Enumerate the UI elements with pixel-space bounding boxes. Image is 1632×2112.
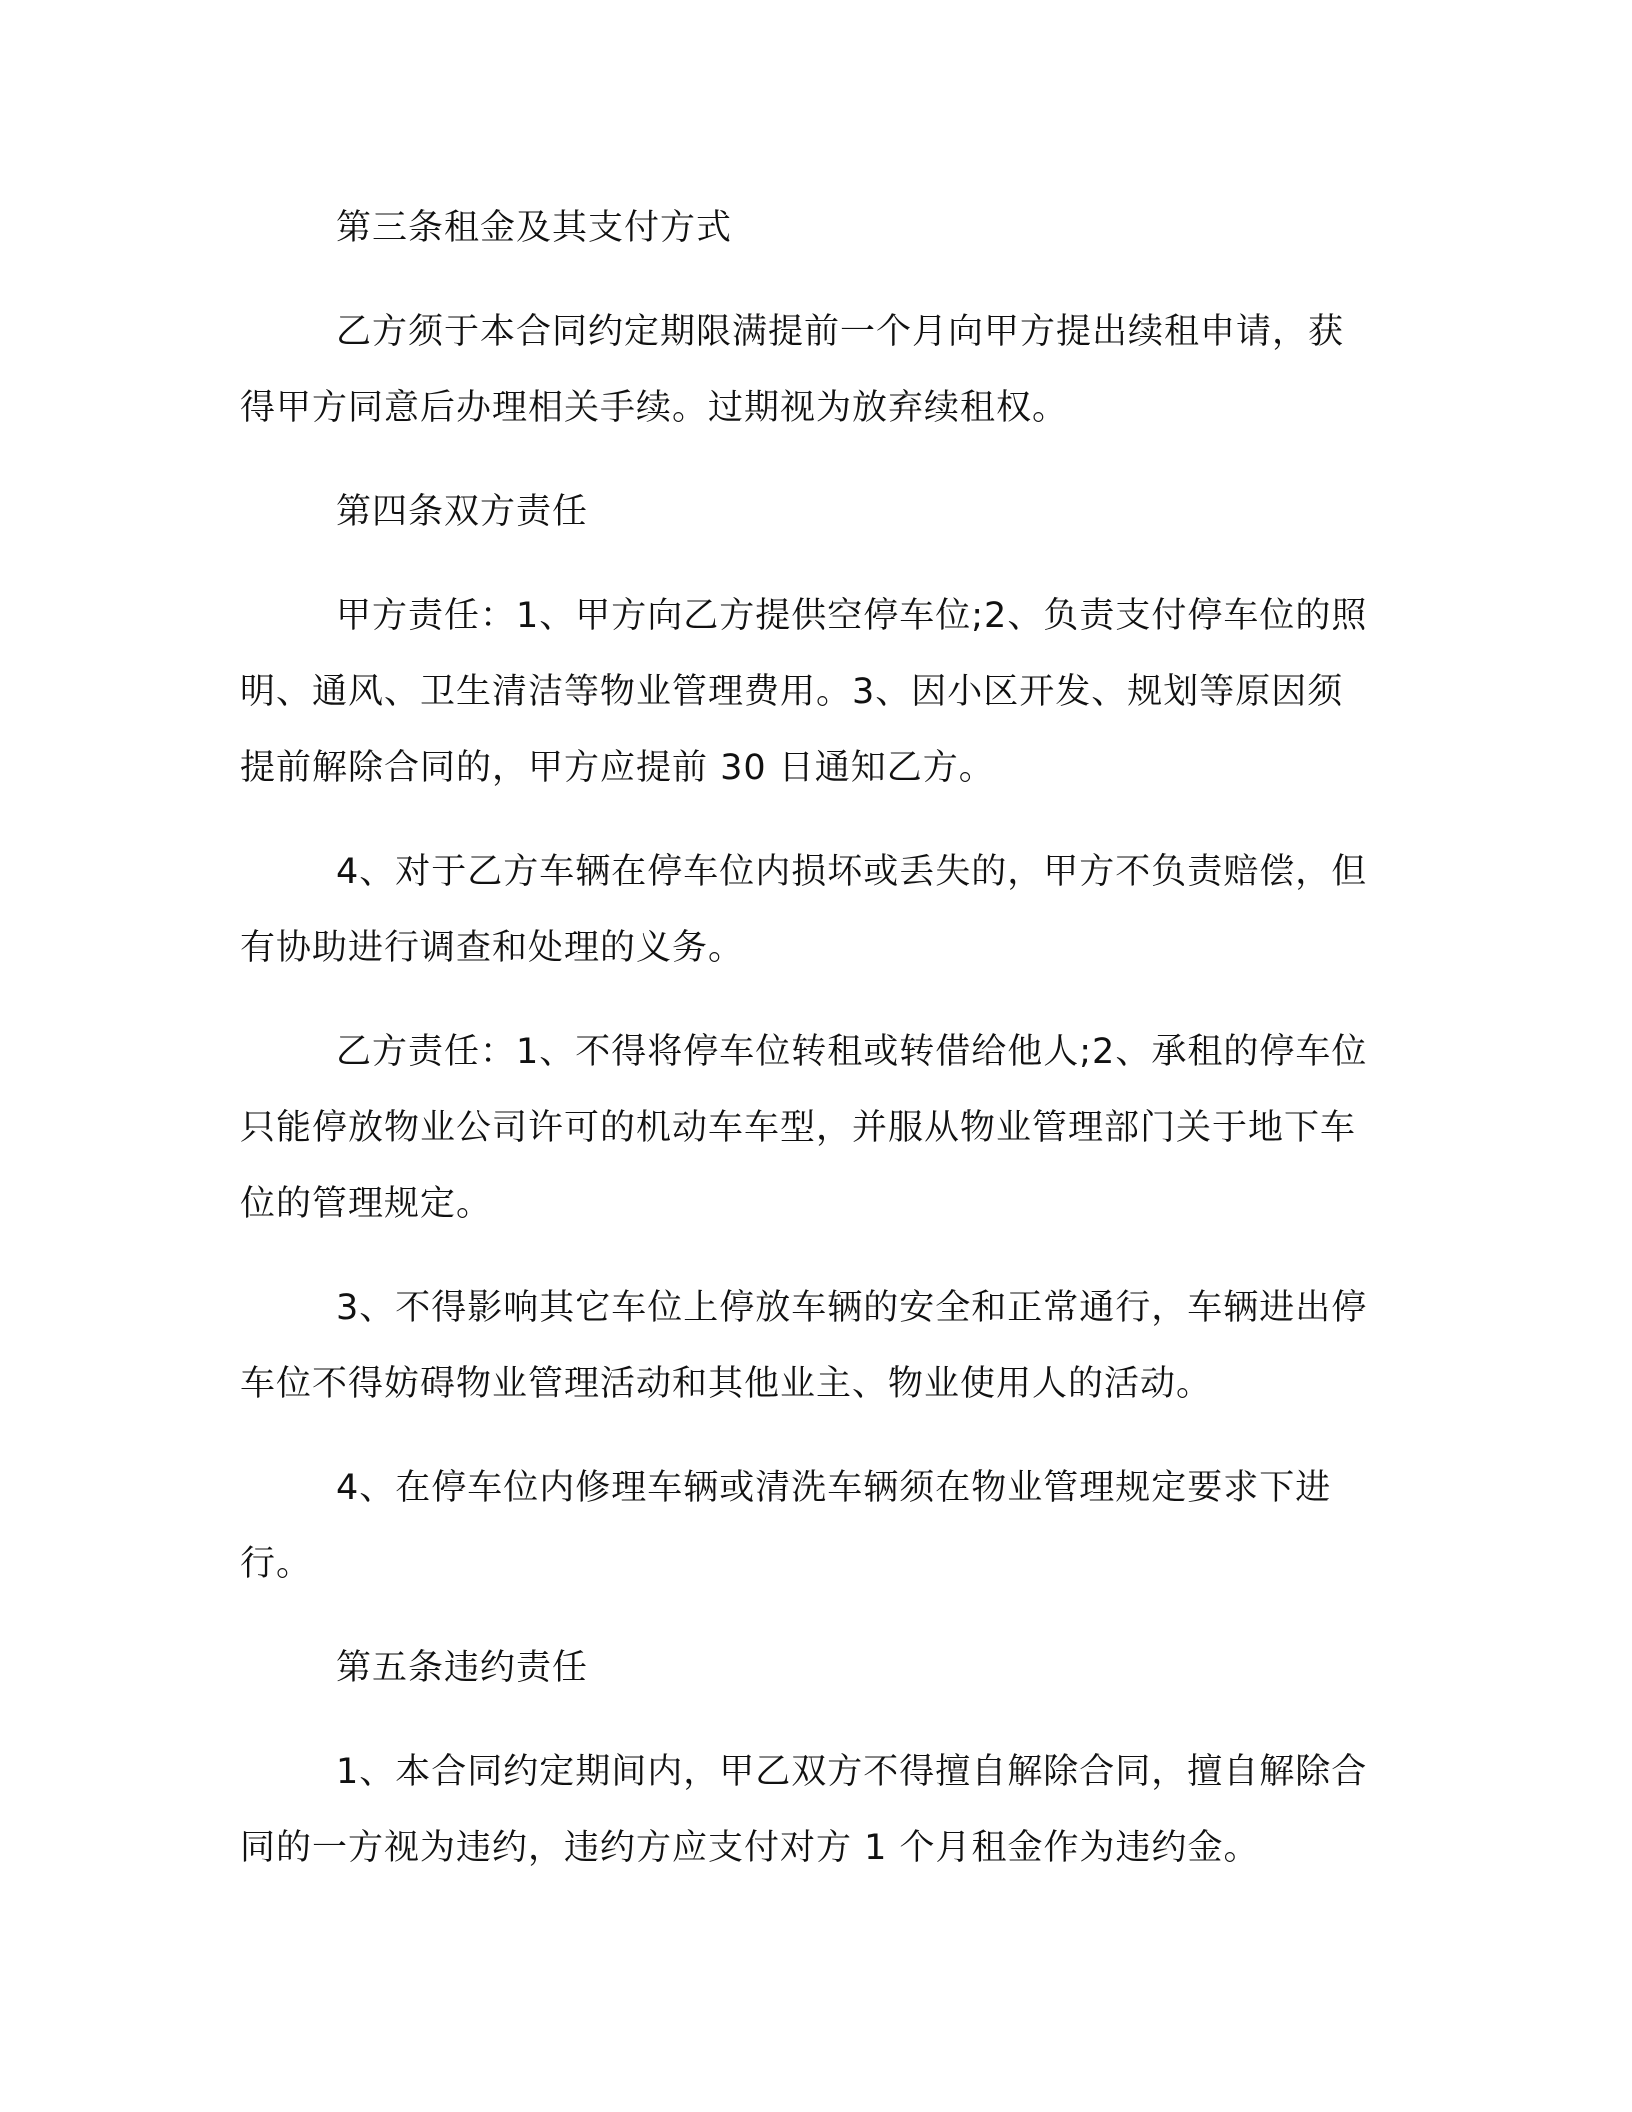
paragraph-party-b-duty-3: 3、不得影响其它车位上停放车辆的安全和正常通行，车辆进出停车位不得妨碍物业管理活动和其他业主、物业使用人的活动。: [240, 1288, 1368, 1404]
paragraph-renewal: 乙方须于本合同约定期限满提前一个月向甲方提出续租申请，获得甲方同意后办理相关手续。过期视为放弃续租权。: [240, 312, 1345, 428]
paragraph-party-b-duty-4: 4、在停车位内修理车辆或清洗车辆须在物业管理规定要求下进行。: [240, 1468, 1332, 1584]
section-heading-article-5: 第五条违约责任: [336, 1648, 589, 1688]
paragraph-party-b-duties: 乙方责任：1、不得将停车位转租或转借给他人;2、承租的停车位只能停放物业公司许可的机动车车型，并服从物业管理部门关于地下车位的管理规定。: [240, 1032, 1368, 1224]
paragraph-breach-1: 1、本合同约定期间内，甲乙双方不得擅自解除合同，擅自解除合同的一方视为违约，违约方应支付对方 1 个月租金作为违约金。: [240, 1752, 1368, 1868]
paragraph-party-a-duties: 甲方责任：1、甲方向乙方提供空停车位;2、负责支付停车位的照明、通风、卫生清洁等物业管理费用。3、因小区开发、规划等原因须提前解除合同的，甲方应提前 30 日通知乙方。: [240, 596, 1368, 788]
section-heading-article-4: 第四条双方责任: [336, 492, 589, 532]
paragraph-party-a-duty-4: 4、对于乙方车辆在停车位内损坏或丢失的，甲方不负责赔偿，但有协助进行调查和处理的义务。: [240, 852, 1368, 968]
document-body: [240, 190, 1375, 1886]
section-heading-article-3: 第三条租金及其支付方式: [336, 208, 733, 248]
